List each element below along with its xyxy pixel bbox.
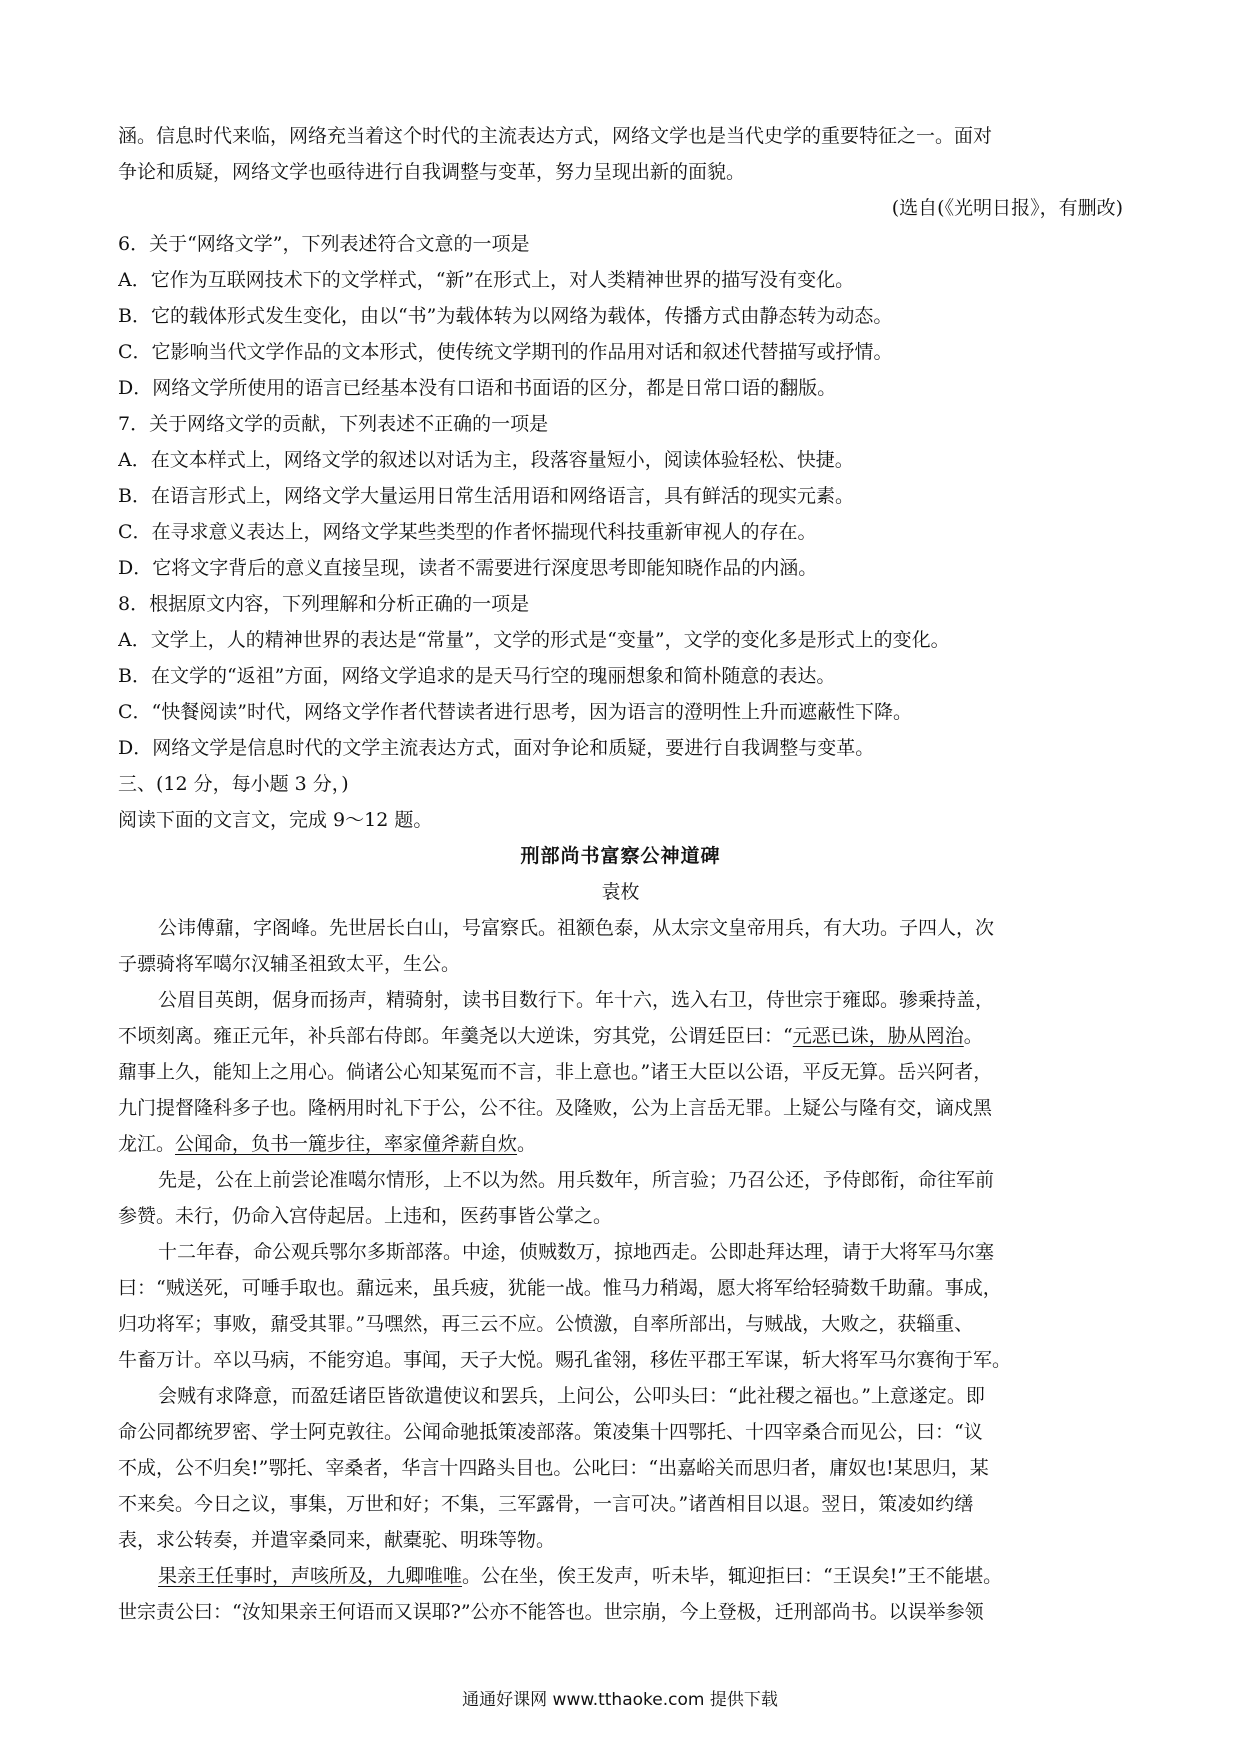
question-8-option-c: C．“快餐阅读”时代，网络文学作者代替读者进行思考，因为语言的澄明性上升而遮蔽性下降。 [118, 701, 912, 723]
text-line: 先是，公在上前尝论准噶尔情形，上不以为然。用兵数年，所言验；乃召公还，予侍郎衔，命往军前 [158, 1169, 995, 1191]
text-line: 九门提督隆科多子也。隆柄用时礼下于公，公不往。及隆败，公为上言岳无罪。上疑公与隆有交，谪戍黑 [118, 1097, 993, 1119]
page-content [118, 118, 1123, 1630]
question-6-stem: 6．关于“网络文学”，下列表述符合文意的一项是 [118, 233, 530, 255]
text-line: 参赞。未行，仍命入宫侍起居。上违和，医药事皆公掌之。 [118, 1205, 613, 1227]
text-segment: 不顷刻离。雍正元年，补兵部右侍郎。年羹尧以大逆诛，穷其党，公谓廷臣曰：“ [118, 1025, 793, 1047]
question-7-option-a: A．在文本样式上，网络文学的叙述以对话为主，段落容量短小，阅读体验轻松、快捷。 [118, 449, 854, 471]
text-line: 归功将军；事败，鼐受其罪。”马嘿然，再三云不应。公愤激，自率所部出，与贼战，大败之，获辎重、 [118, 1313, 974, 1335]
underlined-sentence: 元恶已诛，胁从罔治 [792, 1025, 964, 1047]
source-citation: (选自(《光明日报》，有删改) [891, 197, 1123, 219]
underlined-sentence: 果亲王任事时，声咳所及，九卿唯唯 [158, 1565, 463, 1587]
question-6-option-d: D．网络文学所使用的语言已经基本没有口语和书面语的区分，都是日常口语的翻版。 [118, 377, 837, 399]
text-line [118, 1558, 1123, 1594]
section-3-heading: 三、(12 分，每小题 3 分，) [118, 773, 349, 795]
question-8-option-b: B．在文学的“返祖”方面，网络文学追求的是天马行空的瑰丽想象和简朴随意的表达。 [118, 665, 836, 687]
text-line: 世宗责公曰：“汝知果亲王何语而又误耶?”公亦不能答也。世宗崩，今上登极，迁刑部尚书。以误举参领 [118, 1601, 984, 1623]
question-6-option-b: B．它的载体形式发生变化，由以“书”为载体转为以网络为载体，传播方式由静态转为动态。 [118, 305, 893, 327]
text-segment: 。 [517, 1133, 537, 1155]
question-8-option-a: A．文学上，人的精神世界的表达是“常量”，文学的形式是“变量”，文学的变化多是形式上的变化。 [118, 629, 950, 651]
classical-text-title: 刑部尚书富察公神道碑 [520, 845, 721, 867]
text-segment: 。公在坐，俟王发声，听未毕，辄迎拒曰：“王误矣!”王不能堪。 [462, 1565, 1003, 1587]
question-7-stem: 7．关于网络文学的贡献，下列表述不正确的一项是 [118, 413, 549, 435]
text-line: 子骠骑将军噶尔汉辅圣祖致太平，生公。 [118, 953, 461, 975]
text-line: 会贼有求降意，而盈廷诸臣皆欲遣使议和罢兵，上问公，公叩头曰：“此社稷之福也。”上意遂定。即 [158, 1385, 985, 1407]
question-6-option-a: A．它作为互联网技术下的文学样式，“新”在形式上，对人类精神世界的描写没有变化。 [118, 269, 855, 291]
passage-line: 涵。信息时代来临，网络充当着这个时代的主流表达方式，网络文学也是当代史学的重要特征之一。面对 [118, 125, 993, 147]
question-7-option-b: B．在语言形式上，网络文学大量运用日常生活用语和网络语言，具有鲜活的现实元素。 [118, 485, 854, 507]
question-6-option-c: C．它影响当代文学作品的文本形式，使传统文学期刊的作品用对话和叙述代替描写或抒情。 [118, 341, 893, 363]
text-line: 十二年春，命公观兵鄂尔多斯部落。中途，侦贼数万，掠地西走。公即赴拜达理，请于大将军马尔塞 [158, 1241, 995, 1263]
text-line [118, 1126, 1123, 1162]
text-line: 曰：“贼送死，可唾手取也。鼐远来，虽兵疲，犹能一战。惟马力稍竭，愿大将军给轻骑数千助鼐。事成， [118, 1277, 1002, 1299]
text-line: 鼐事上久，能知上之用心。倘诸公心知某冤而不言，非上意也。”诸王大臣以公语，平反无算。岳兴阿者， [118, 1061, 993, 1083]
text-line: 表，求公转奏，并遣宰桑同来，献橐驼、明珠等物。 [118, 1529, 556, 1551]
text-line: 不成，公不归矣!”鄂托、宰桑者，华言十四路头目也。公叱曰：“出嘉峪关而思归者，庸奴也!某思归，某 [118, 1457, 989, 1479]
classical-text-author: 袁枚 [601, 881, 640, 903]
question-8-option-d: D．网络文学是信息时代的文学主流表达方式，面对争论和质疑，要进行自我调整与变革。 [118, 737, 875, 759]
section-3-instruction: 阅读下面的文言文，完成 9～12 题。 [118, 809, 433, 831]
text-segment: 。 [963, 1025, 983, 1047]
text-line: 命公同都统罗密、学士阿克敦往。公闻命驰抵策凌部落。策凌集十四鄂托、十四宰桑合而见公，曰：“议 [118, 1421, 983, 1443]
text-segment: 龙江。 [118, 1133, 176, 1155]
page-footer: 通通好课网 www.tthaoke.com 提供下载 [462, 1690, 778, 1710]
question-7-option-d: D．它将文字背后的意义直接呈现，读者不需要进行深度思考即能知晓作品的内涵。 [118, 557, 818, 579]
text-line [118, 1018, 1123, 1054]
question-8-stem: 8．根据原文内容，下列理解和分析正确的一项是 [118, 593, 530, 615]
text-line: 公眉目英朗，倨身而扬声，精骑射，读书目数行下。年十六，选入右卫，侍世宗于雍邸。骖乘持盖， [158, 989, 995, 1011]
underlined-sentence: 公闻命，负书一簏步往，率家僮斧薪自炊 [175, 1133, 518, 1155]
text-line: 公讳傅鼐，字阁峰。先世居长白山，号富察氏。祖额色泰，从太宗文皇帝用兵，有大功。子四人，次 [158, 917, 995, 939]
text-line: 牛畜万计。卒以马病，不能穷追。事闻，天子大悦。赐孔雀翎，移佐平郡王军谋，斩大将军马尔赛徇于军。 [118, 1349, 1012, 1371]
question-7-option-c: C．在寻求意义表达上，网络文学某些类型的作者怀揣现代科技重新审视人的存在。 [118, 521, 817, 543]
text-line: 不来矣。今日之议，事集，万世和好；不集，三军露骨，一言可决。”诸酋相目以退。翌日，策凌如约缮 [118, 1493, 974, 1515]
passage-line: 争论和质疑，网络文学也亟待进行自我调整与变革，努力呈现出新的面貌。 [118, 161, 746, 183]
